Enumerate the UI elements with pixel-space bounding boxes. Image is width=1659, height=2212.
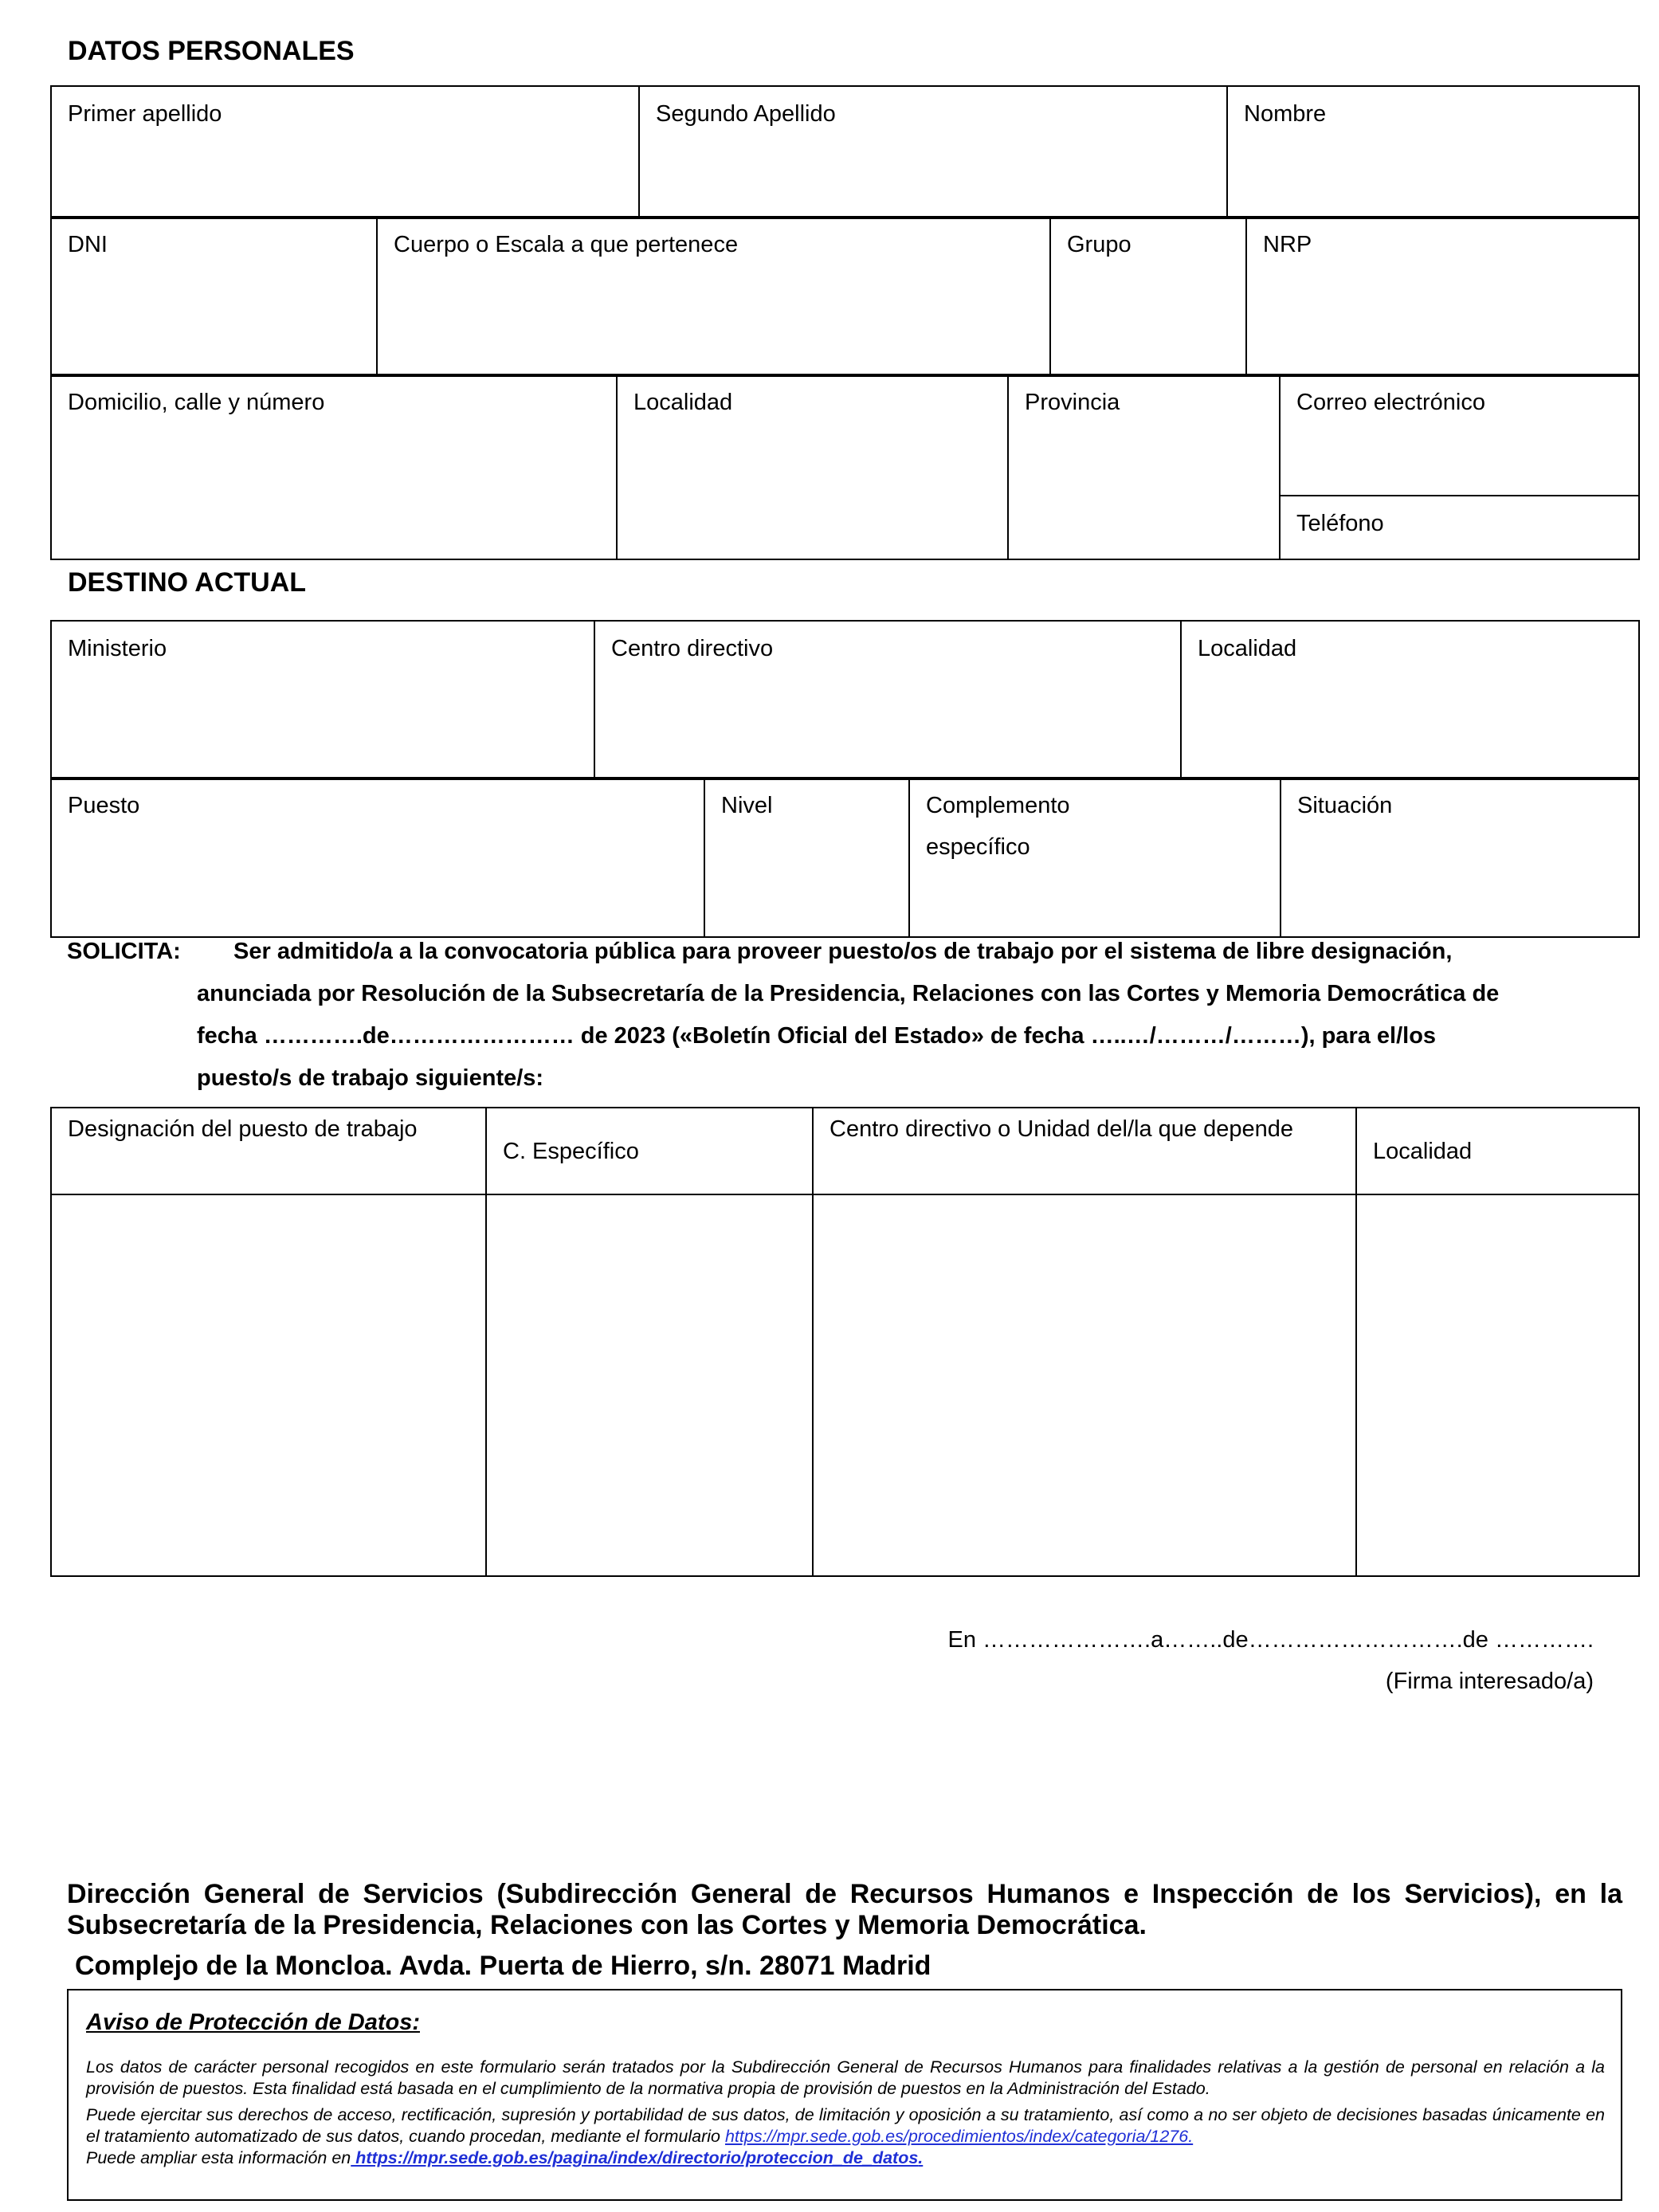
- puestos-cell-centro[interactable]: [813, 1194, 1356, 1576]
- solicita-line-3: fecha ………….de…………………… de 2023 («Boletín Oficial del Estado» de fecha …..…/………/………), para el/los: [197, 1023, 1437, 1049]
- field-dni[interactable]: [51, 217, 377, 376]
- puestos-table: [50, 1107, 1640, 1577]
- label-localidad-personal: Localidad: [633, 390, 733, 415]
- puestos-header-especifico: C. Específico: [486, 1108, 813, 1194]
- label-grupo: Grupo: [1067, 232, 1131, 257]
- signature-label: (Firma interesado/a): [1385, 1669, 1594, 1694]
- notice-link-period: .: [918, 2148, 924, 2167]
- notice-paragraph-1: Los datos de carácter personal recogidos en este formulario serán tratados por la Subdirección General de Recursos Humanos para finalidades relativas a la gestión de personal en relación a la provisión de puestos. Esta finalidad está basada en el cumplimiento de la normativa propia de provisión de puestos en la Administración del Estado.: [86, 2057, 1605, 2098]
- section-heading-destino: DESTINO ACTUAL: [68, 567, 307, 598]
- destino-table-row2: [50, 777, 1640, 938]
- label-complemento-2: específico: [926, 834, 1030, 860]
- solicita-line-4: puesto/s de trabajo siguiente/s:: [197, 1065, 544, 1091]
- puestos-header-centro: Centro directivo o Unidad del/la que depende: [813, 1108, 1356, 1194]
- label-ministerio: Ministerio: [68, 636, 167, 661]
- notice-title: Aviso de Protección de Datos:: [86, 2010, 420, 2035]
- solicita-label: SOLICITA:: [67, 939, 181, 964]
- label-nombre: Nombre: [1244, 101, 1327, 127]
- section-heading-personal: DATOS PERSONALES: [68, 36, 355, 66]
- notice-link-proteccion[interactable]: https://mpr.sede.gob.es/pagina/index/directorio/proteccion_de_datos: [351, 2148, 919, 2167]
- field-localidad-destino[interactable]: [1181, 621, 1639, 779]
- label-telefono: Teléfono: [1296, 511, 1384, 536]
- field-domicilio[interactable]: [51, 375, 617, 559]
- field-provincia[interactable]: [1008, 375, 1280, 559]
- field-puesto[interactable]: [51, 778, 704, 937]
- field-nombre[interactable]: [1227, 86, 1639, 218]
- puestos-cell-localidad[interactable]: [1356, 1194, 1639, 1576]
- personal-table-row3: [50, 374, 1640, 560]
- field-primer-apellido[interactable]: [51, 86, 639, 218]
- label-correo: Correo electrónico: [1296, 390, 1485, 415]
- field-cuerpo[interactable]: [377, 217, 1050, 376]
- field-correo[interactable]: [1280, 375, 1639, 496]
- field-situacion[interactable]: [1281, 778, 1639, 937]
- field-localidad-personal[interactable]: [617, 375, 1008, 559]
- puestos-cell-especifico[interactable]: [486, 1194, 813, 1576]
- field-complemento[interactable]: [909, 778, 1281, 937]
- signature-date-line: En ………………….a……..de……………………….de ………….: [947, 1627, 1594, 1653]
- notice-paragraph-2-text: Puede ejercitar sus derechos de acceso, rectificación, supresión y portabilidad de sus datos, de limitación y oposición a su tratamiento, así como a no ser objeto de decisiones basadas únicamente en el tratamiento automatizado de sus datos, cuando procedan, mediante el formulario: [86, 2105, 1605, 2146]
- label-situacion: Situación: [1297, 793, 1393, 818]
- notice-paragraph-2: [86, 2104, 1605, 2147]
- solicita-line-2: anunciada por Resolución de la Subsecretaría de la Presidencia, Relaciones con las Cortes y Memoria Democrática de: [197, 981, 1500, 1006]
- field-centro-directivo[interactable]: [594, 621, 1181, 779]
- label-domicilio: Domicilio, calle y número: [68, 390, 325, 415]
- label-puesto: Puesto: [68, 793, 140, 818]
- footer-title: Dirección General de Servicios (Subdirección General de Recursos Humanos e Inspección de los Servicios), en la Subsecretaría de la Presidencia, Relaciones con las Cortes y Memoria Democrática.: [67, 1879, 1622, 1940]
- personal-table-row1: [50, 85, 1640, 219]
- label-localidad-destino: Localidad: [1198, 636, 1297, 661]
- label-dni: DNI: [68, 232, 108, 257]
- solicita-block: [67, 931, 1595, 1100]
- label-provincia: Provincia: [1025, 390, 1120, 415]
- field-ministerio[interactable]: [51, 621, 594, 779]
- field-grupo[interactable]: [1050, 217, 1246, 376]
- field-nivel[interactable]: [704, 778, 909, 937]
- solicita-line-1: Ser admitido/a a la convocatoria pública para proveer puesto/os de trabajo por el sistema de libre designación,: [233, 939, 1453, 964]
- field-nrp[interactable]: [1246, 217, 1639, 376]
- label-centro-directivo: Centro directivo: [611, 636, 774, 661]
- data-protection-notice: [67, 1989, 1622, 2201]
- label-nivel: Nivel: [721, 793, 773, 818]
- footer-address: Complejo de la Moncloa. Avda. Puerta de Hierro, s/n. 28071 Madrid: [75, 1951, 931, 1981]
- personal-table-row2: [50, 216, 1640, 377]
- notice-paragraph-3-text: Puede ampliar esta información en: [86, 2148, 351, 2167]
- label-complemento-1: Complemento: [926, 793, 1070, 818]
- field-telefono[interactable]: [1280, 496, 1639, 559]
- notice-paragraph-3: [86, 2147, 1605, 2169]
- label-cuerpo: Cuerpo o Escala a que pertenece: [394, 232, 739, 257]
- label-nrp: NRP: [1263, 232, 1312, 257]
- destino-table-row1: [50, 620, 1640, 780]
- field-segundo-apellido[interactable]: [639, 86, 1227, 218]
- label-primer-apellido: Primer apellido: [68, 101, 222, 127]
- puestos-header-localidad: Localidad: [1356, 1108, 1639, 1194]
- notice-link-form[interactable]: https://mpr.sede.gob.es/procedimientos/index/categoria/1276.: [724, 2127, 1194, 2146]
- puestos-header-designacion: Designación del puesto de trabajo: [51, 1108, 486, 1194]
- label-segundo-apellido: Segundo Apellido: [656, 101, 836, 127]
- puestos-cell-designacion[interactable]: [51, 1194, 486, 1576]
